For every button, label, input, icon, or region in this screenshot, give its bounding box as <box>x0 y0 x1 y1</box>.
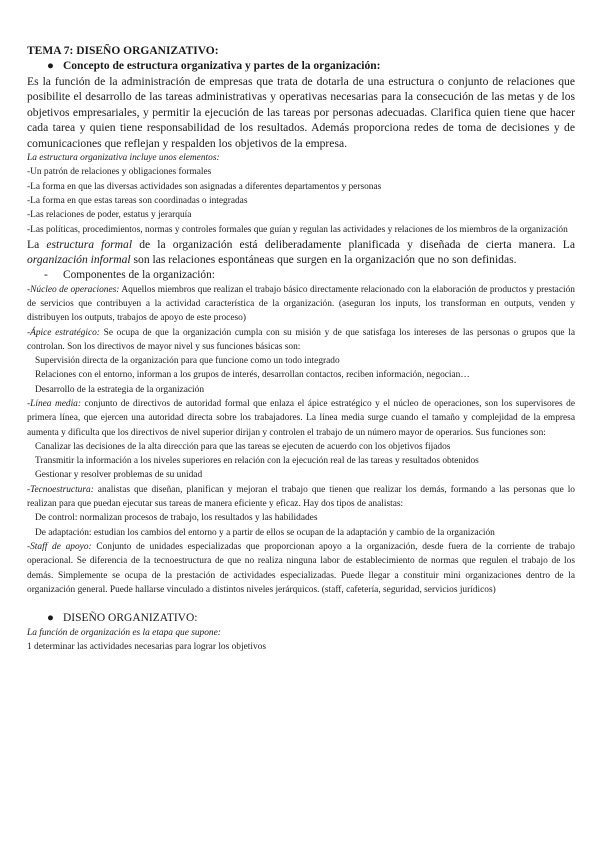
components-heading-text: Componentes de la organización: <box>63 268 215 281</box>
diseno-line: 1 determinar las actividades necesarias para lograr los objetivos <box>27 642 266 653</box>
apice-text: Se ocupa de que la organización cumpla con su misión y de que satisfaga los intereses de las personas o grupos que la controlan. Son los directivos de mayor nivel y sus funciones básicas son: <box>27 327 575 352</box>
tecno-text: analistas que diseñan, planifican y mejoran el trabajo que tienen que realizar los demás, formando a las personas que lo realizan para que puedan ejecutar sus tareas de manera eficiente y eficaz. Hay dos tipos de analistas: <box>27 484 575 510</box>
section-heading-text: DISEÑO ORGANIZATIVO: <box>63 612 198 625</box>
dash-marker: - <box>44 268 48 281</box>
element-item: -La forma en que las diversas actividades son asignadas a diferentes departamentos y personas <box>27 181 382 192</box>
section-heading-diseno <box>27 611 575 626</box>
apice-paragraph <box>27 326 575 355</box>
text-run: son las relaciones espontáneas que surgen en la organización que no son definidas. <box>130 253 517 267</box>
text-run: de la organización está deliberadamente planificada y diseñada de cierta manera. La <box>132 237 575 251</box>
element-item: -La forma en que estas tareas son coordinadas o integradas <box>27 195 248 206</box>
components-heading <box>27 268 575 283</box>
tecno-type: De adaptación: estudian los cambios del entorno y a partir de ellos se ocupan de la adaptación y cambio de la organización <box>35 527 495 538</box>
section-heading-concepto <box>27 59 575 74</box>
element-item: -Las políticas, procedimientos, normas y controles formales que guían y regulan las actividades y relaciones de los miembros de la organización <box>27 224 568 235</box>
staff-text: Conjunto de unidades especializadas que proporcionan apoyo a la organización, desde fuera de la corriente de trabajo operacional. Se diferencia de la tecnoestructura de que no realiza ninguna labor de establecimiento de normas que regulen el trabajo de los demás. Simplemente se ocupa de la prestación de actividades especializadas. Puede llegar a constituir mini organizaciones dentro de la organización general. Puede hallarse vinculado a distintos niveles jerárquicos. (staff, cafetería, seguridad, servicios jurídicos) <box>27 541 575 595</box>
tecno-paragraph <box>27 483 575 512</box>
formal-informal-paragraph <box>27 237 575 268</box>
term-organizacion-informal: organización informal <box>27 253 131 267</box>
linea-function: Gestionar y resolver problemas de su unidad <box>35 470 203 481</box>
staff-paragraph <box>27 540 575 597</box>
linea-text: conjunto de directivos de autoridad formal que enlaza el ápice estratégico y el núcleo de operaciones, son los supervisores de primera línea, que ejercen una autoridad directa sobre los trabajadores. La línea media surge cuando el tamaño y complejidad de la empresa aumenta y dificulta que los directivos de nivel superior dirijan y controlen el trabajo de un número mayor de operarios. Sus funciones son: <box>27 399 575 438</box>
elements-intro <box>27 151 575 165</box>
element-item: -Un patrón de relaciones y obligaciones formales <box>27 167 212 178</box>
diseno-subtitle <box>27 626 575 640</box>
term-estructura-formal: estructura formal <box>46 237 133 251</box>
linea-function: Transmitir la información a los niveles superiores en relación con la ejecución real de las tareas y resultados obtenidos <box>35 456 479 467</box>
diseno-subtitle-text: La función de organización es la etapa que supone: <box>27 628 221 639</box>
intro-paragraph: Es la función de la administración de empresas que trata de dotarla de una estructura o conjunto de relaciones que posibilite el desarrollo de las tareas administrativas y operativas necesarias para la consecución de las metas y de los objetivos empresariales, y permitir la ejecución de las tareas por personas adecuadas. Clarifica quien tiene que hacer cada tarea y quien tiene responsabilidad de los resultados. Además proporciona redes de toma de decisiones y de comunicaciones que reflejan y respalden los objetivos de la empresa. <box>27 75 575 150</box>
linea-paragraph <box>27 397 575 440</box>
tecno-type: De control: normalizan procesos de trabajo, los resultados y las habilidades <box>35 513 318 524</box>
term-linea: -Línea media: <box>27 399 81 409</box>
text-run: La <box>27 237 47 251</box>
term-apice: -Ápice estratégico: <box>27 327 100 338</box>
element-item: -Las relaciones de poder, estatus y jerarquía <box>27 210 192 221</box>
elements-intro-text: La estructura organizativa incluye unos elementos: <box>27 153 220 164</box>
section-heading-text: Concepto de estructura organizativa y partes de la organización: <box>63 60 381 72</box>
spacer <box>27 597 575 611</box>
term-staff: -Staff de apoyo: <box>27 541 92 552</box>
apice-function: Supervisión directa de la organización para que funcione como un todo integrado <box>35 356 340 367</box>
document-title: TEMA 7: DISEÑO ORGANIZATIVO: <box>27 45 219 57</box>
term-nucleo: -Núcleo de operaciones: <box>27 284 120 295</box>
bullet-icon: ● <box>47 612 54 625</box>
apice-function: Desarrollo de la estrategia de la organización <box>35 384 205 395</box>
term-tecno: -Tecnoestructura: <box>27 484 94 495</box>
linea-function: Canalizar las decisiones de la alta dirección para que las tareas se ejecuten de acuerdo con los objetivos fijados <box>35 441 451 452</box>
document-page <box>27 44 575 655</box>
nucleo-paragraph <box>27 283 575 326</box>
bullet-icon: ● <box>47 60 54 72</box>
nucleo-text: Aquellos miembros que realizan el trabajo básico directamente relacionado con la elaboración de productos y prestación de servicios que contribuyen a la actividad característica de la organización. (aseguran los inputs, los transforman en outputs, venden y distribuyen los outputs, trabajos de apoyo de este proceso) <box>27 284 575 324</box>
apice-function: Relaciones con el entorno, informan a los grupos de interés, desarrollan contactos, reciben información, negocian… <box>35 370 470 381</box>
